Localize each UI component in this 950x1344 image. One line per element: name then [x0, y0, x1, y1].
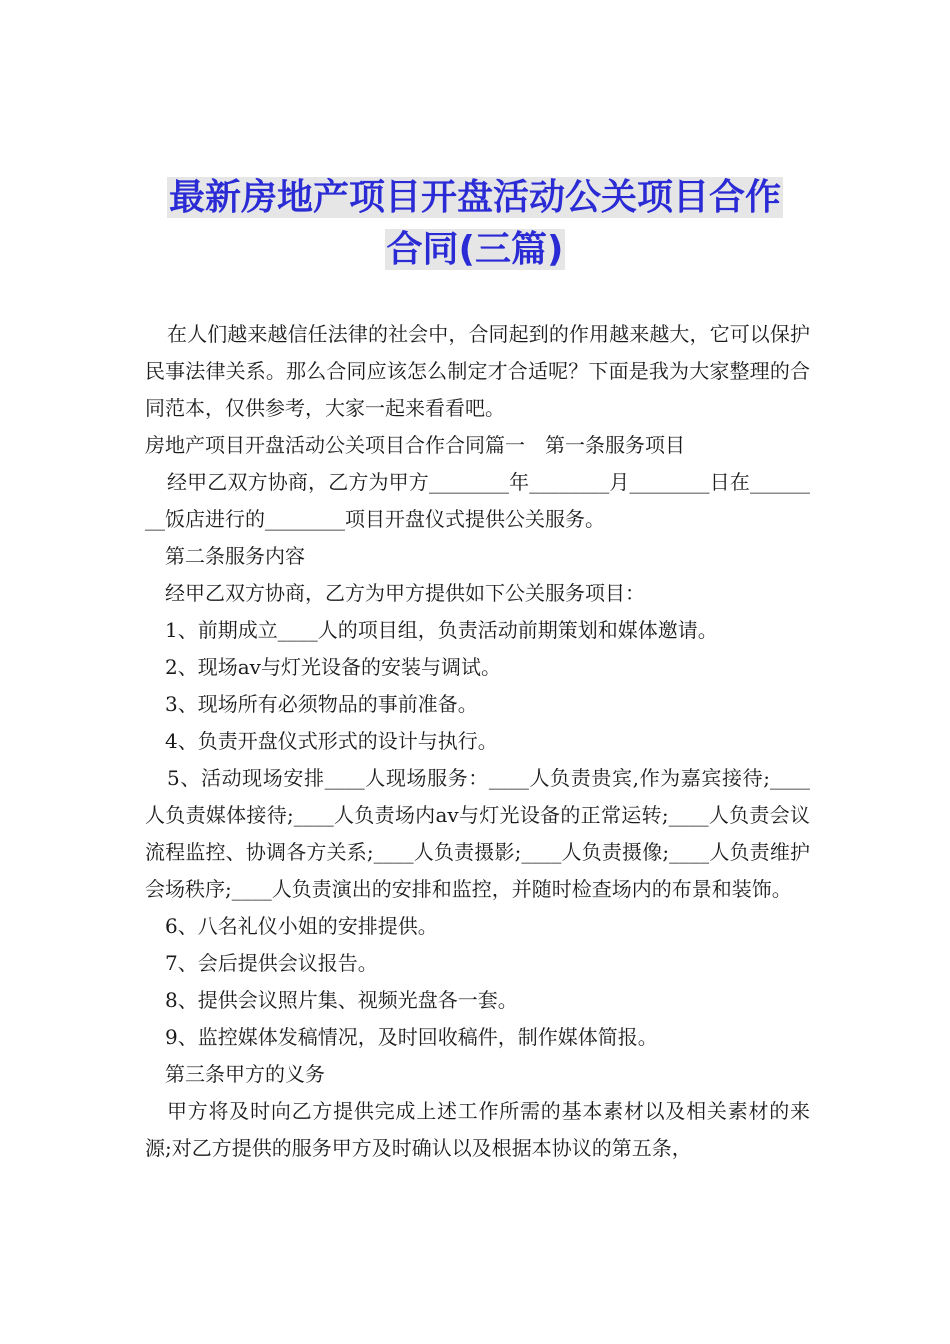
service-item-8: 8、提供会议照片集、视频光盘各一套。	[165, 988, 518, 1012]
service-item-9: 9、监控媒体发稿情况，及时回收稿件，制作媒体简报。	[165, 1025, 658, 1049]
title-line-1: 最新房地产项目开盘活动公关项目合作	[168, 177, 781, 218]
article-3-heading: 第三条甲方的义务	[165, 1062, 325, 1086]
service-item-7: 7、会后提供会议报告。	[165, 951, 378, 975]
service-item-3: 3、现场所有必须物品的事前准备。	[165, 692, 478, 716]
intro-paragraph: 在人们越来越信任法律的社会中，合同起到的作用越来越大，它可以保护民事法律关系。那么合同应该怎么制定才合适呢？下面是我为大家整理的合同范本，仅供参考，大家一起来看看吧。	[145, 322, 810, 420]
service-item-4: 4、负责开盘仪式形式的设计与执行。	[165, 729, 498, 753]
article-2-heading: 第二条服务内容	[165, 544, 305, 568]
document-title	[140, 172, 810, 276]
service-item-2: 2、现场av与灯光设备的安装与调试。	[165, 655, 501, 679]
title-line-2: 合同(三篇)	[386, 229, 564, 270]
article-2-intro: 经甲乙双方协商，乙方为甲方提供如下公关服务项目：	[165, 581, 645, 605]
document-body	[145, 316, 810, 1167]
service-item-6: 6、八名礼仪小姐的安排提供。	[165, 914, 438, 938]
service-item-5: 5、活动现场安排____人现场服务：____人负责贵宾,作为嘉宾接待;____人负责媒体接待;____人负责场内av与灯光设备的正常运转;____人负责会议流程监控、协调各方关系;____人负责摄影;____人负责摄像;____人负责维护会场秩序;____人负责演出的安排和监控，并随时检查场内的布景和装饰。	[145, 766, 810, 901]
article-1-text: 经甲乙双方协商，乙方为甲方________年________月________日在________饭店进行的________项目开盘仪式提供公关服务。	[145, 470, 810, 531]
article-3-text: 甲方将及时向乙方提供完成上述工作所需的基本素材以及相关素材的来源;对乙方提供的服务甲方及时确认以及根据本协议的第五条，	[145, 1099, 810, 1160]
service-item-1: 1、前期成立____人的项目组，负责活动前期策划和媒体邀请。	[165, 618, 718, 642]
section-heading: 房地产项目开盘活动公关项目合作合同篇一 第一条服务项目	[145, 433, 685, 457]
